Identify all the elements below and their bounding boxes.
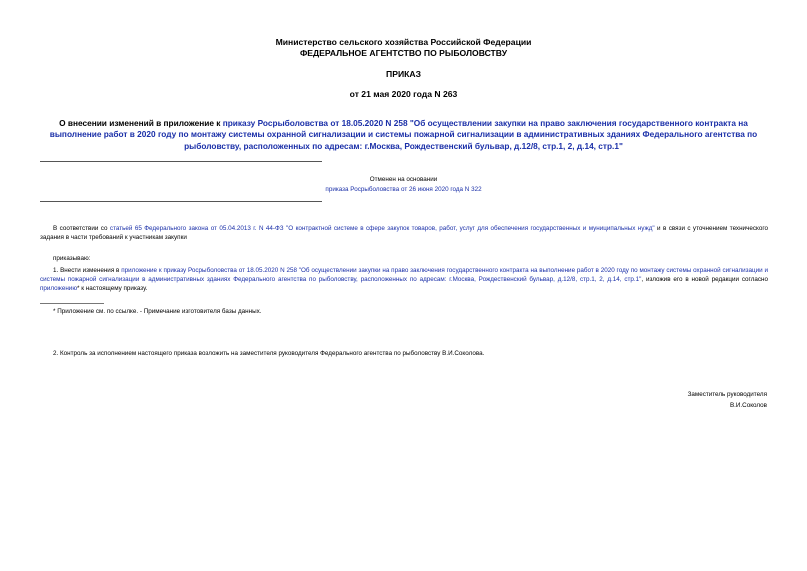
- item-1-text: 1. Внести изменения в: [53, 267, 122, 274]
- order-word: приказываю:: [53, 255, 91, 262]
- item-1-text-mid: , изложив его в новой редакции согласно: [641, 276, 769, 284]
- footnote-divider: [40, 303, 104, 304]
- item-1-paragraph: [40, 266, 768, 294]
- signer-name: В.И.Соколов: [729, 402, 767, 409]
- title-link[interactable]: приказу Росрыболовства от 18.05.2020 N 258 "Об осуществлении закупки на право заключения государственного контракта на выполнение работ в 2020 году по монтажу системы охранной сигнализации и системы пожарной сигнализации в административных зданиях Федерального агентства по рыболовству, расположенных по адресам: г.Москва, Рождественский бульвар, д.12/8, стр.1, 2, д.14, стр.1": [49, 118, 758, 151]
- ministry-name: Министерство сельского хозяйства Российской Федерации: [275, 37, 532, 47]
- status-link[interactable]: приказа Росрыболовства от 26 июня 2020 года N 322: [325, 186, 482, 193]
- document-title: [40, 118, 767, 152]
- status-line: Отменен на основании: [369, 176, 438, 183]
- appendix-order-link[interactable]: приложение к приказу Росрыболовства от 18.05.2020 N 258 "Об осуществлении закупки на право заключения государственного контракта на выполнение работ в 2020 году по монтажу системы охранной сигнализации и системы пожарной сигнализации в административных зданиях Федерального агентства по рыболовству, расположенных по адресам: г.Москва, Рождественский бульвар, д.12/8, стр.1, 2, д.14, стр.1": [40, 267, 768, 284]
- appendix-link[interactable]: приложению: [40, 285, 78, 293]
- signer-position: Заместитель руководителя: [687, 391, 767, 398]
- preamble-paragraph: [40, 224, 768, 242]
- footnote: * Приложение см. по ссылке. - Примечание изготовителя базы данных.: [53, 308, 262, 315]
- title-prefix: О внесении изменений в приложение к: [59, 118, 223, 128]
- preamble-text-end: и в связи с уточнением технического задания в части требований к участникам закупки: [40, 225, 768, 242]
- document-date-number: от 21 мая 2020 года N 263: [349, 89, 458, 99]
- item-1-text-end: * к настоящему приказу.: [77, 285, 148, 293]
- agency-name: ФЕДЕРАЛЬНОЕ АГЕНТСТВО ПО РЫБОЛОВСТВУ: [299, 48, 508, 58]
- document-type: ПРИКАЗ: [386, 69, 421, 79]
- divider-line: [40, 161, 322, 162]
- preamble-text: В соответствии со: [53, 225, 110, 232]
- item-2-paragraph: 2. Контроль за исполнением настоящего приказа возложить на заместителя руководителя Федерального агентства по рыболовству В.И.Соколова.: [53, 350, 485, 357]
- law-link[interactable]: статьей 65 Федерального закона от 05.04.2013 г. N 44-ФЗ "О контрактной системе в сфере закупок товаров, работ, услуг для обеспечения государственных и муниципальных нужд": [109, 225, 655, 232]
- divider-line: [40, 201, 322, 202]
